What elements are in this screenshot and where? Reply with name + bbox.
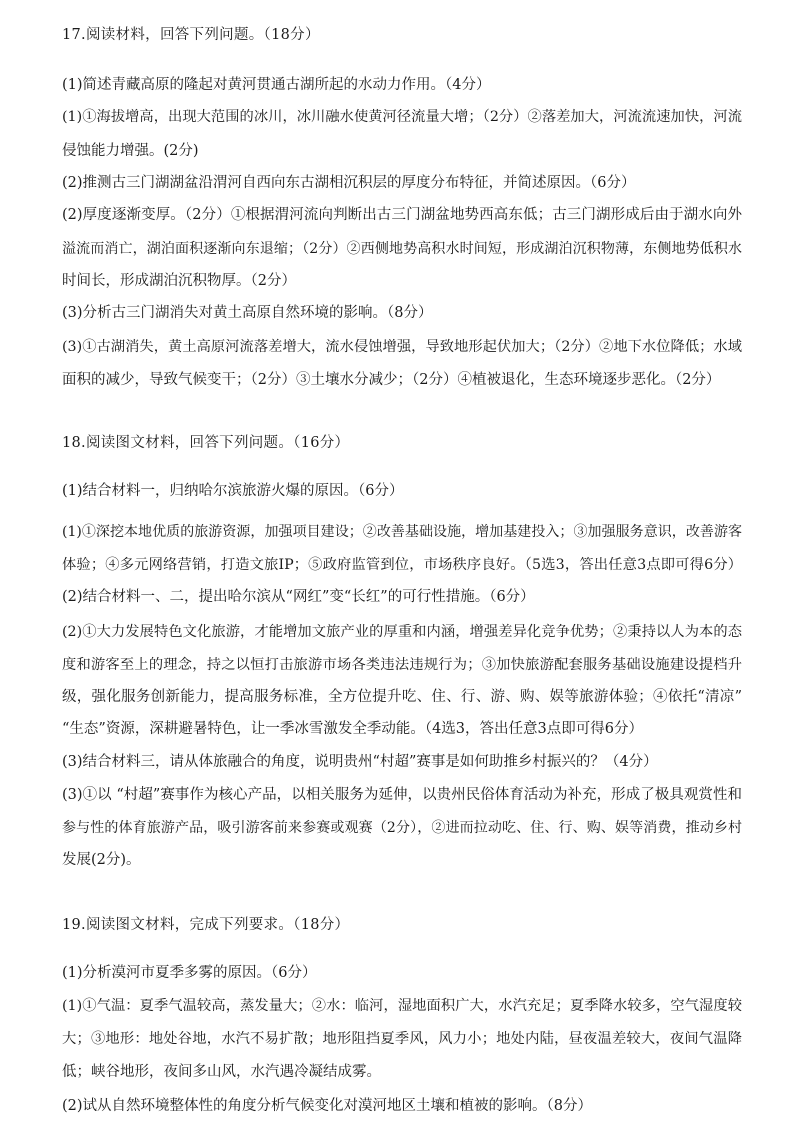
q17-2-question: (2)推测古三门湖湖盆沿渭河自西向东古湖相沉积层的厚度分布特征，并简述原因。（6分） bbox=[62, 175, 636, 191]
q18-1-answer-line-2: 体验；④多元网络营销，打造文旅IP；⑤政府监管到位，市场秩序良好。（5选3，答出任意3点即可得6分） bbox=[62, 557, 742, 573]
q17-1-question: (1)简述青藏高原的隆起对黄河贯通古湖所起的水动力作用。（4分） bbox=[62, 77, 491, 93]
q19-1-answer-line-1: (1)①气温：夏季气温较高，蒸发量大；②水：临河，湿地面积广大，水汽充足；夏季降水较多，空气湿度较 bbox=[62, 998, 742, 1014]
q17-2-answer-line-3: 时间长，形成湖泊沉积物厚。（2分） bbox=[62, 273, 296, 289]
q18-3-answer-line-3: 发展(2分)。 bbox=[62, 852, 141, 868]
q17-1-answer-line-2: 侵蚀能力增强。(2分) bbox=[62, 143, 199, 159]
q19-1-question: (1)分析漠河市夏季多雾的原因。（6分） bbox=[62, 965, 317, 981]
q18-2-answer-line-3: 级，强化服务创新能力，提高服务标准，全方位提升吃、住、行、游、购、娱等旅游体验；④依托“清凉” bbox=[62, 689, 742, 705]
q19-title: 19.阅读图文材料，完成下列要求。（18分） bbox=[62, 917, 350, 933]
q18-2-question: (2)结合材料一、二，提出哈尔滨从“网红”变“长红”的可行性措施。（6分） bbox=[62, 589, 535, 605]
q18-title: 18.阅读图文材料，回答下列问题。（16分） bbox=[62, 435, 350, 451]
q17-3-answer-line-2: 面积的减少，导致气候变干；（2分）③土壤水分减少；（2分）④植被退化，生态环境逐步恶化。（2分） bbox=[62, 372, 721, 388]
q19-1-answer-line-3: 低；峡谷地形，夜间多山风，水汽遇冷凝结成雾。 bbox=[62, 1064, 381, 1080]
q17-3-question: (3)分析古三门湖消失对黄土高原自然环境的影响。（8分） bbox=[62, 305, 433, 321]
q18-2-answer-line-2: 度和游客至上的理念，持之以恒打击旅游市场各类违法违规行为；③加快旅游配套服务基础设施建设提档升 bbox=[62, 657, 742, 673]
q17-title: 17.阅读材料，回答下列问题。（18分） bbox=[62, 27, 320, 43]
q18-1-question: (1)结合材料一，归纳哈尔滨旅游火爆的原因。（6分） bbox=[62, 483, 404, 499]
q17-1-answer-line-1: (1)①海拔增高，出现大范围的冰川，冰川融水使黄河径流量大增；（2分）②落差加大，河流流速加快，河流 bbox=[62, 109, 742, 125]
q19-2-question: (2)试从自然环境整体性的角度分析气候变化对漠河地区土壤和植被的影响。（8分） bbox=[62, 1098, 593, 1114]
q19-1-answer-line-2: 大；③地形：地处谷地，水汽不易扩散；地形阻挡夏季风，风力小；地处内陆，昼夜温差较大，夜间气温降 bbox=[62, 1031, 742, 1047]
q18-1-answer-line-1: (1)①深挖本地优质的旅游资源，加强项目建设；②改善基础设施，增加基建投入；③加强服务意识，改善游客 bbox=[62, 524, 742, 540]
q17-2-answer-line-2: 溢流而消亡，湖泊面积逐渐向东退缩；（2分）②西侧地势高积水时间短，形成湖泊沉积物薄，东侧地势低积水 bbox=[62, 241, 742, 257]
q17-2-answer-line-1: (2)厚度逐渐变厚。（2分）①根据渭河流向判断出古三门湖盆地势西高东低；古三门湖形成后由于湖水向外 bbox=[62, 207, 742, 223]
q18-2-answer-line-1: (2)①大力发展特色文化旅游，才能增加文旅产业的厚重和内涵，增强差异化竞争优势；②秉持以人为本的态 bbox=[62, 624, 742, 640]
q18-2-answer-line-4: “生态”资源，深耕避暑特色，让一季冰雪激发全季动能。（4选3，答出任意3点即可得6分） bbox=[62, 721, 643, 737]
q18-3-question: (3)结合材料三，请从体旅融合的角度，说明贵州“村超”赛事是如何助推乡村振兴的？（4分） bbox=[62, 754, 658, 770]
q18-3-answer-line-2: 参与性的体育旅游产品，吸引游客前来参赛或观赛（2分），②进而拉动吃、住、行、购、娱等消费，推动乡村 bbox=[62, 820, 742, 836]
q17-3-answer-line-1: (3)①古湖消失，黄土高原河流落差增大，流水侵蚀增强，导致地形起伏加大；（2分）②地下水位降低；水域 bbox=[62, 339, 742, 355]
q18-3-answer-line-1: (3)①以 “村超”赛事作为核心产品，以相关服务为延伸，以贵州民俗体育活动为补充，形成了极具观赏性和 bbox=[62, 787, 742, 803]
